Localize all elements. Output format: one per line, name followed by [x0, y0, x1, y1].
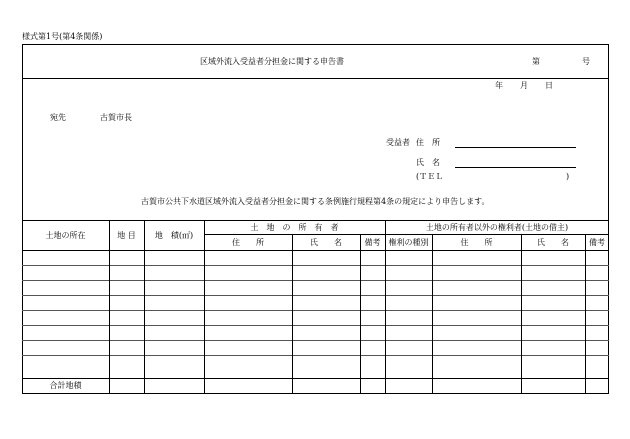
other-address-header: 住 所 — [460, 238, 493, 247]
col-divider — [292, 234, 293, 394]
col-area-header: 地 積(㎡) — [154, 231, 194, 240]
date-day: 日 — [545, 81, 553, 90]
form-label: 様式第1号(第4条関係) — [22, 32, 103, 41]
total-area-label: 合計地積 — [49, 381, 82, 390]
other-name-header: 氏 名 — [537, 238, 569, 247]
col-divider — [360, 234, 361, 394]
tel-open: (ＴＥＬ — [416, 172, 444, 181]
owner-group-header: 土 地 の 所 有 者 — [250, 223, 339, 232]
owner-address-header: 住 所 — [232, 238, 264, 247]
applicant-address-field[interactable] — [455, 147, 576, 148]
date-month: 月 — [520, 81, 528, 90]
owner-remarks-header: 備考 — [364, 238, 381, 247]
table-top-line — [22, 220, 609, 221]
applicant-role: 受益者 — [386, 138, 410, 147]
applicant-name-label: 氏 名 — [416, 158, 440, 167]
other-group-header: 土地の所有者以外の権利者(土地の借主) — [425, 223, 569, 232]
col-category-header: 地 目 — [117, 231, 136, 240]
col-divider — [585, 234, 586, 394]
right-type-header: 権利の種別 — [388, 238, 429, 247]
owner-name-header: 氏 名 — [310, 238, 342, 247]
group-header-line — [204, 234, 609, 235]
tel-close: ) — [566, 172, 570, 181]
applicant-name-field[interactable] — [455, 167, 576, 168]
col-location-header: 土地の所在 — [45, 231, 86, 240]
col-divider — [144, 220, 145, 394]
form-title: 区域外流入受益者分担金に関する申告書 — [200, 57, 344, 66]
addressee-label: 宛先 — [50, 113, 66, 122]
number-go: 号 — [582, 57, 590, 66]
other-remarks-header: 備考 — [589, 238, 605, 247]
col-divider — [432, 234, 433, 394]
date-year: 年 — [495, 81, 503, 90]
number-dai: 第 — [532, 57, 540, 66]
addressee-name: 古賀市長 — [100, 113, 132, 122]
applicant-address-label: 住 所 — [416, 138, 440, 147]
header-divider — [22, 78, 609, 79]
col-divider — [521, 234, 522, 394]
declaration-text: 古賀市公共下水道区域外流入受益者分担金に関する条例施行規程第4条の規定により申告します。 — [141, 197, 490, 206]
col-divider — [109, 220, 110, 394]
